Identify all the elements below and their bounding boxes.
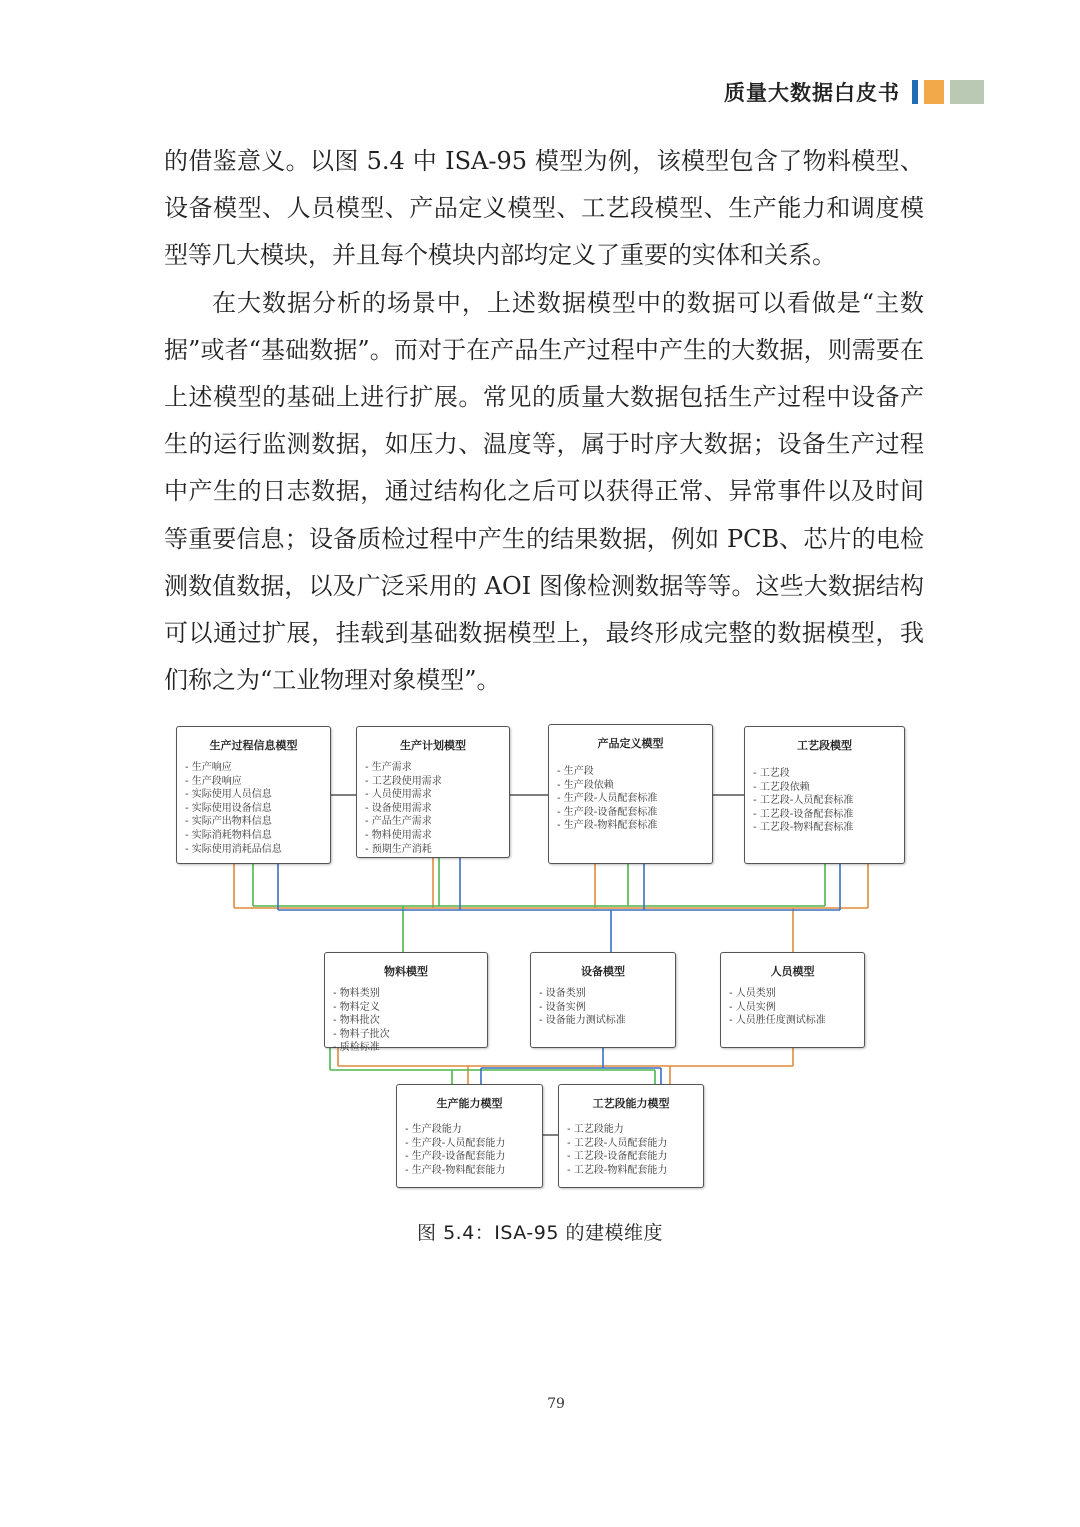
list-item: - 质检标准 xyxy=(333,1042,380,1054)
process-segment-capability-model-box xyxy=(558,1084,704,1188)
product-definition-model-box xyxy=(548,724,713,864)
list-item: - 设备类别 xyxy=(539,988,586,999)
box-title: 生产计划模型 xyxy=(400,739,466,752)
production-capability-model-box xyxy=(396,1084,543,1188)
figure-caption: 图 5.4：ISA-95 的建模维度 xyxy=(417,1222,663,1244)
process-segment-model-box xyxy=(744,726,905,864)
personnel-model-box xyxy=(720,952,865,1048)
box-title: 生产能力模型 xyxy=(436,1097,503,1110)
list-item: - 生产段-物料配套标准 xyxy=(557,820,658,832)
list-item: - 工艺段依赖 xyxy=(753,781,810,793)
list-item: - 实际使用消耗品信息 xyxy=(185,843,282,855)
list-item: - 工艺段-物料配套能力 xyxy=(567,1164,668,1176)
list-item: - 工艺段 xyxy=(753,768,790,779)
list-item: - 实际使用人员信息 xyxy=(185,789,272,801)
list-item: - 工艺段-设备配套能力 xyxy=(567,1151,668,1163)
list-item: - 人员使用需求 xyxy=(365,789,432,801)
list-item: - 工艺段能力 xyxy=(567,1124,624,1135)
list-item: - 实际使用设备信息 xyxy=(185,802,272,814)
production-process-info-model-box xyxy=(176,726,331,864)
header-accent-bar-blue xyxy=(912,80,918,104)
list-item: - 设备实例 xyxy=(539,1001,586,1013)
list-item: - 实际产出物料信息 xyxy=(185,816,272,828)
list-item: - 生产需求 xyxy=(365,762,412,773)
list-item: - 物料定义 xyxy=(333,1001,380,1013)
list-item: - 工艺段-物料配套标准 xyxy=(753,822,854,834)
list-item: - 生产响应 xyxy=(185,762,232,773)
list-item: - 物料子批次 xyxy=(333,1028,390,1040)
box-title: 产品定义模型 xyxy=(597,737,664,750)
box-title: 设备模型 xyxy=(581,965,625,978)
header-title: 质量大数据白皮书 xyxy=(724,81,900,105)
running-header xyxy=(724,74,984,110)
list-item: - 产品生产需求 xyxy=(365,816,432,828)
list-item: - 生产段-设备配套标准 xyxy=(557,806,658,818)
header-accent-bar-green xyxy=(950,80,984,104)
box-title: 人员模型 xyxy=(770,965,815,978)
list-item: - 设备能力测试标准 xyxy=(539,1015,626,1027)
body-text xyxy=(164,138,924,704)
isa95-diagram xyxy=(168,718,913,1196)
list-item: - 物料使用需求 xyxy=(365,829,432,841)
list-item: - 生产段响应 xyxy=(185,775,242,787)
list-item: - 人员胜任度测试标准 xyxy=(729,1015,826,1027)
box-title: 工艺段能力模型 xyxy=(592,1097,670,1110)
box-title: 生产过程信息模型 xyxy=(209,739,298,752)
production-plan-model-box xyxy=(356,726,510,858)
list-item: - 生产段依赖 xyxy=(557,779,614,791)
list-item: - 实际消耗物料信息 xyxy=(185,829,272,841)
header-accent-bar-orange xyxy=(924,80,944,104)
list-item: - 工艺段-设备配套标准 xyxy=(753,808,854,820)
list-item: - 设备使用需求 xyxy=(365,802,432,814)
list-item: - 生产段-人员配套能力 xyxy=(405,1137,506,1149)
list-item: - 生产段-人员配套标准 xyxy=(557,793,658,805)
list-item: - 生产段-设备配套能力 xyxy=(405,1151,506,1163)
paragraph-1: 的借鉴意义。以图 5.4 中 ISA-95 模型为例，该模型包含了物料模型、设备模型、人员模型、产品定义模型、工艺段模型、生产能力和调度模型等几大模块，并且每个模块内部均定义了重要的实体和关系。 xyxy=(164,147,924,270)
list-item: - 人员类别 xyxy=(729,988,776,999)
paragraph-2: 在大数据分析的场景中，上述数据模型中的数据可以看做是“主数据”或者“基础数据”。而对于在产品生产过程中产生的大数据，则需要在上述模型的基础上进行扩展。常见的质量大数据包括生产过程中设备产生的运行监测数据，如压力、温度等，属于时序大数据；设备生产过程中产生的日志数据，通过结构化之后可以获得正常、异常事件以及时间等重要信息；设备质检过程中产生的结果数据，例如 PCB、芯片的电检测数值数据，以及广泛采用的 AOI 图像检测数据等等。这些大数据结构可以通过扩展，挂载到基础数据模型上，最终形成完整的数据模型，我们称之为“工业物理对象模型”。 xyxy=(164,288,924,695)
list-item: - 工艺段-人员配套能力 xyxy=(567,1137,668,1149)
list-item: - 物料类别 xyxy=(333,988,380,999)
list-item: - 人员实例 xyxy=(729,1001,776,1013)
list-item: - 工艺段使用需求 xyxy=(365,775,442,787)
box-title: 工艺段模型 xyxy=(797,739,852,752)
list-item: - 生产段 xyxy=(557,766,594,777)
material-model-box xyxy=(324,952,488,1054)
list-item: - 生产段-物料配套能力 xyxy=(405,1164,506,1176)
list-item: - 生产段能力 xyxy=(405,1124,462,1135)
equipment-model-box xyxy=(530,952,676,1048)
list-item: - 工艺段-人员配套标准 xyxy=(753,795,854,807)
list-item: - 物料批次 xyxy=(333,1015,380,1027)
page-number: 79 xyxy=(547,1396,565,1412)
list-item: - 预期生产消耗 xyxy=(365,843,432,855)
box-title: 物料模型 xyxy=(384,965,428,978)
